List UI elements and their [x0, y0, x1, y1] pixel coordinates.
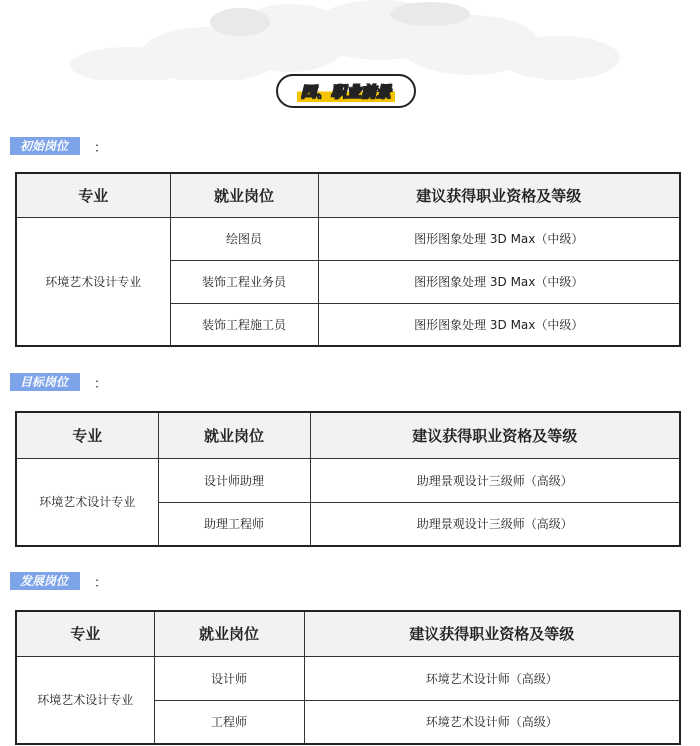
table-header-row: [16, 173, 680, 217]
major-cell: 环境艺术设计专业: [16, 458, 158, 546]
qualification-cell: 助理景观设计三级师（高级）: [310, 458, 680, 502]
table-header-row: [16, 611, 680, 656]
header-major: 专业: [16, 611, 154, 656]
major-cell: 环境艺术设计专业: [16, 656, 154, 744]
header-position: 就业岗位: [158, 412, 310, 458]
qualification-cell: 环境艺术设计师（高级）: [304, 656, 680, 700]
cloud-banner: [0, 0, 700, 80]
table-header-row: [16, 412, 680, 458]
target-positions-tag: 目标岗位: [10, 373, 80, 391]
position-cell: 装饰工程施工员: [170, 303, 318, 346]
qualification-cell: 图形图象处理 3D Max（中级）: [318, 217, 680, 260]
section-title: [276, 74, 416, 108]
target-positions-table: [15, 411, 681, 547]
qualification-cell: 图形图象处理 3D Max（中级）: [318, 260, 680, 303]
major-cell: 环境艺术设计专业: [16, 217, 170, 346]
label-colon: ：: [94, 140, 108, 156]
position-cell: 工程师: [154, 700, 304, 744]
target-positions-label: [10, 373, 107, 391]
header-qualification: 建议获得职业资格及等级: [310, 412, 680, 458]
position-cell: 绘图员: [170, 217, 318, 260]
position-cell: 设计师: [154, 656, 304, 700]
qualification-cell: 环境艺术设计师（高级）: [304, 700, 680, 744]
position-cell: 设计师助理: [158, 458, 310, 502]
header-position: 就业岗位: [154, 611, 304, 656]
header-major: 专业: [16, 173, 170, 217]
initial-positions-tag: 初始岗位: [10, 137, 80, 155]
header-position: 就业岗位: [170, 173, 318, 217]
initial-positions-table: [15, 172, 681, 347]
position-cell: 助理工程师: [158, 502, 310, 546]
header-major: 专业: [16, 412, 158, 458]
qualification-cell: 助理景观设计三级师（高级）: [310, 502, 680, 546]
table-row: [16, 656, 680, 700]
table-row: [16, 217, 680, 260]
development-positions-label: [10, 572, 107, 590]
section-title-text: 四、职业前景: [297, 81, 395, 102]
position-cell: 装饰工程业务员: [170, 260, 318, 303]
header-qualification: 建议获得职业资格及等级: [318, 173, 680, 217]
table-row: [16, 458, 680, 502]
label-colon: ：: [94, 575, 108, 591]
development-positions-table: [15, 610, 681, 745]
label-colon: ：: [94, 376, 108, 392]
initial-positions-label: [10, 137, 107, 155]
header-qualification: 建议获得职业资格及等级: [304, 611, 680, 656]
development-positions-tag: 发展岗位: [10, 572, 80, 590]
qualification-cell: 图形图象处理 3D Max（中级）: [318, 303, 680, 346]
